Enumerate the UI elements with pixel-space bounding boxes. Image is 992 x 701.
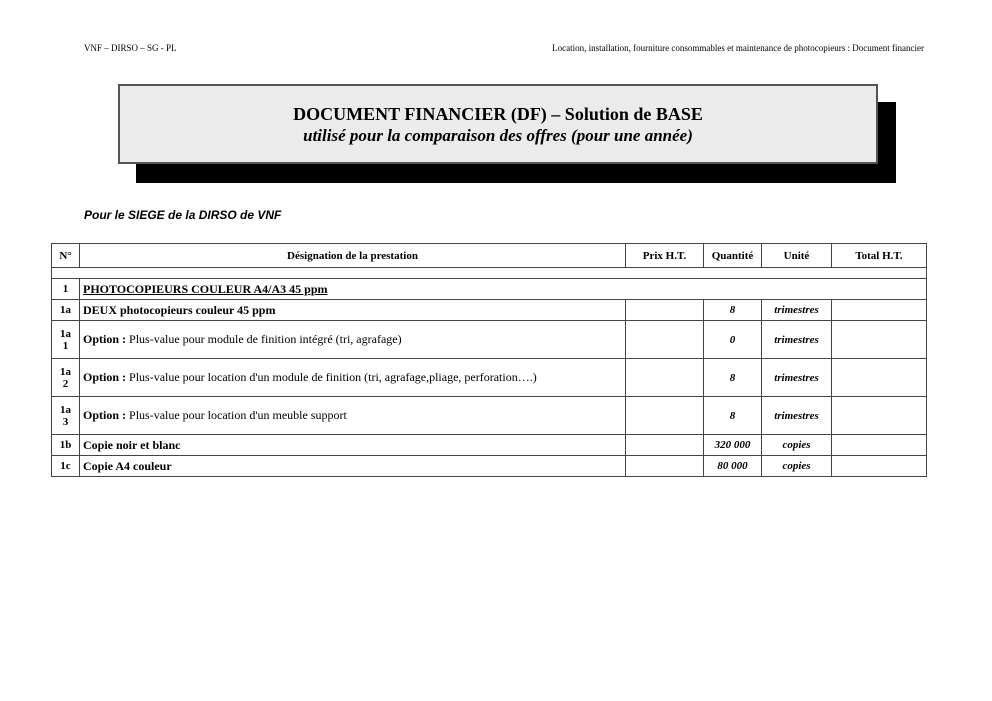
price-cell[interactable] [626,435,704,456]
unit-cell: trimestres [762,359,832,397]
col-header-unit: Unité [762,244,832,268]
qty-cell: 320 000 [704,435,762,456]
row-label: Option : Plus-value pour location d'un module de finition (tri, agrafage,pliage, perforation….) [80,359,626,397]
total-cell[interactable] [832,435,927,456]
col-header-num: N° [52,244,80,268]
spacer-row [52,268,927,279]
section-row [52,279,927,300]
qty-cell: 8 [704,300,762,321]
row-num: 1a 3 [52,397,80,435]
table-row [52,435,927,456]
col-header-qty: Quantité [704,244,762,268]
table-header-row [52,244,927,268]
financial-table [51,243,927,477]
row-num: 1c [52,456,80,477]
table-row [52,456,927,477]
document-title: DOCUMENT FINANCIER (DF) – Solution de BASE [293,104,703,124]
qty-cell: 0 [704,321,762,359]
unit-cell: copies [762,456,832,477]
col-header-total: Total H.T. [832,244,927,268]
qty-cell: 8 [704,397,762,435]
row-label: DEUX photocopieurs couleur 45 ppm [80,300,626,321]
unit-cell: trimestres [762,300,832,321]
header-right: Location, installation, fourniture consommables et maintenance de photocopieurs : Document financier [552,43,924,53]
title-banner [118,84,878,164]
section-num: 1 [52,279,80,300]
row-label: Option : Plus-value pour module de finition intégré (tri, agrafage) [80,321,626,359]
row-label: Option : Plus-value pour location d'un meuble support [80,397,626,435]
total-cell[interactable] [832,397,927,435]
section-label-cell [80,279,927,300]
col-header-designation: Désignation de la prestation [80,244,626,268]
table-row [52,321,927,359]
row-label: Copie A4 couleur [80,456,626,477]
total-cell[interactable] [832,359,927,397]
qty-cell: 8 [704,359,762,397]
unit-cell: trimestres [762,321,832,359]
price-cell[interactable] [626,397,704,435]
row-num: 1b [52,435,80,456]
price-cell[interactable] [626,321,704,359]
table-row [52,300,927,321]
row-label: Copie noir et blanc [80,435,626,456]
total-cell[interactable] [832,300,927,321]
header-left: VNF – DIRSO – SG - PL [84,43,177,53]
row-num: 1a 1 [52,321,80,359]
qty-cell: 80 000 [704,456,762,477]
row-num: 1a [52,300,80,321]
price-cell[interactable] [626,456,704,477]
price-cell[interactable] [626,300,704,321]
document-subtitle: utilisé pour la comparaison des offres (pour une année) [303,126,693,145]
row-num: 1a 2 [52,359,80,397]
col-header-price: Prix H.T. [626,244,704,268]
table-row [52,359,927,397]
total-cell[interactable] [832,456,927,477]
price-cell[interactable] [626,359,704,397]
site-title: Pour le SIEGE de la DIRSO de VNF [84,208,282,222]
table-row [52,397,927,435]
unit-cell: trimestres [762,397,832,435]
unit-cell: copies [762,435,832,456]
total-cell[interactable] [832,321,927,359]
section-label: PHOTOCOPIEURS COULEUR A4/A3 45 ppm [83,281,328,296]
